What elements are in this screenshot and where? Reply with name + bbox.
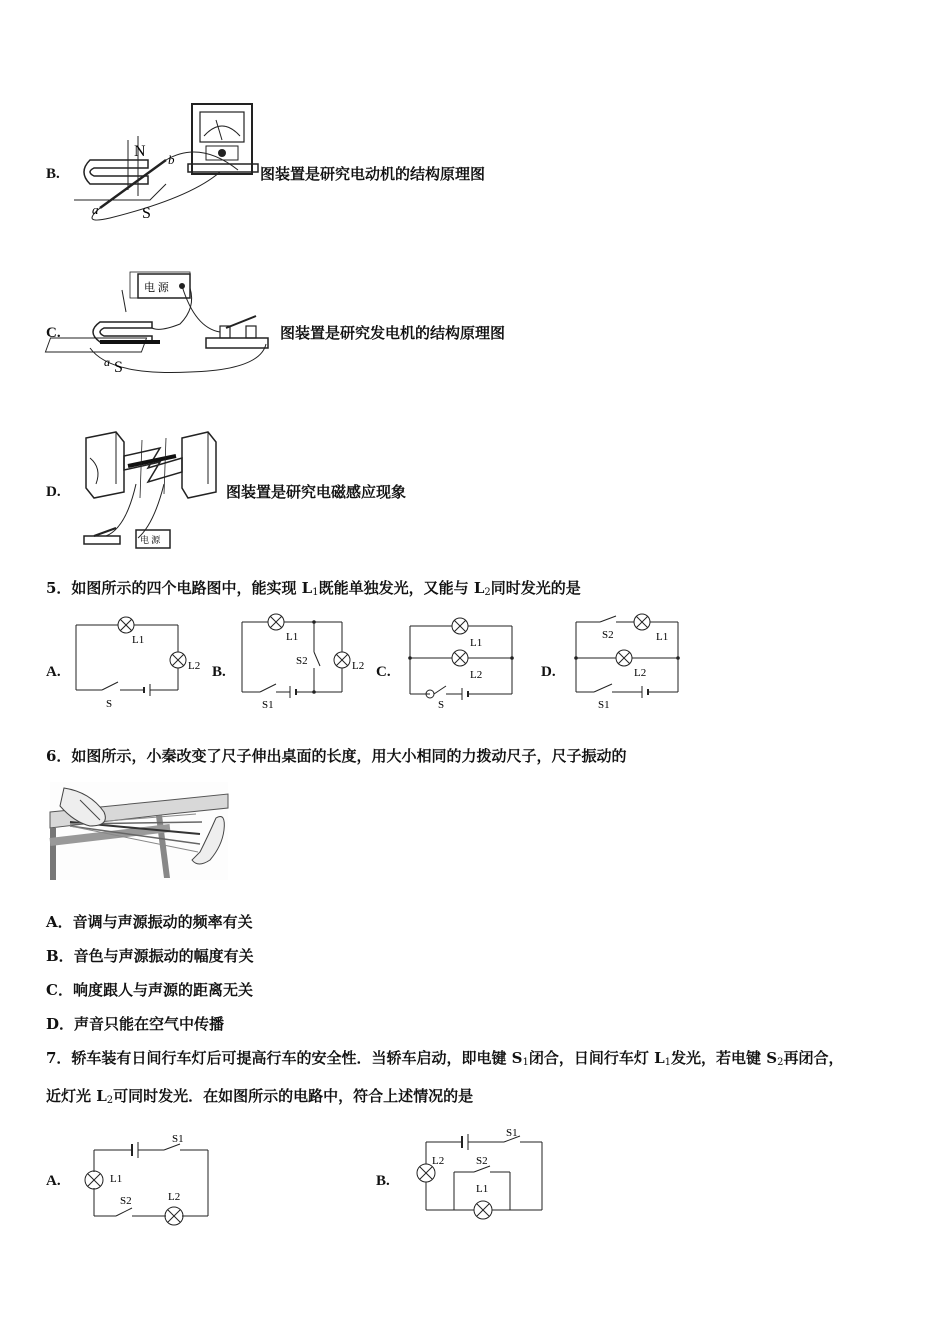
q7b-s2-text: S2 (476, 1155, 488, 1167)
a-l2-text: L2 (188, 660, 201, 672)
b-l1-text: L1 (286, 631, 299, 643)
wire-b-text: b (168, 152, 175, 167)
option-b-label: B. (46, 166, 60, 182)
option-d-text: 图装置是研究电磁感应现象 (226, 483, 407, 501)
q5-circuit-b (240, 612, 365, 712)
a-s-text: S (106, 698, 113, 710)
q7-circuit-b (410, 1122, 550, 1222)
option-c-label: C. (46, 325, 61, 341)
q5-option-a-label: A. (46, 664, 61, 680)
figure-ruler-vibration-photo (50, 782, 228, 880)
q7b-l1-text: L1 (476, 1183, 489, 1195)
b-l2-text: L2 (352, 660, 365, 672)
gen-pole-s-text: S (114, 359, 123, 376)
q7-option-b-label: B. (376, 1173, 390, 1189)
q6-choice-c[interactable]: C．响度跟人与声源的距离无关 (46, 981, 253, 999)
d-s2-text: S2 (602, 629, 614, 641)
d-l1-text: L1 (656, 631, 669, 643)
option-b-text: 图装置是研究电动机的结构原理图 (260, 165, 486, 183)
q7a-l2-text: L2 (168, 1191, 181, 1203)
q6-choice-b[interactable]: B．音色与声源振动的幅度有关 (46, 947, 254, 965)
q5-option-c-label: C. (376, 664, 391, 680)
gen-wire-a-text: a (104, 355, 110, 369)
b-s2-text: S2 (296, 655, 308, 667)
a-l1-text: L1 (132, 634, 145, 646)
wire-a-text: a (92, 202, 99, 217)
figure-generator-apparatus (70, 268, 280, 378)
d-s1-text: S1 (598, 699, 610, 711)
q7a-s1-text: S1 (172, 1133, 184, 1145)
q5-circuit-d (574, 612, 684, 712)
q5-option-b-label: B. (212, 664, 226, 680)
q6-choice-d[interactable]: D．声音只能在空气中传播 (46, 1015, 225, 1033)
c-l2-text: L2 (470, 669, 483, 681)
figure-induction-apparatus (76, 428, 226, 553)
q7-stem-line1: 7．轿车装有日间行车灯后可提高行车的安全性．当轿车启动，即电键 $S_1$闭合，日间行车灯 $L_1$发光，若电键 $S_2$再闭合， (46, 1049, 844, 1068)
q5-option-d-label: D. (541, 664, 556, 680)
c-s-text: S (438, 699, 445, 711)
q5-stem: 5．如图所示的四个电路图中，能实现 $L_1$既能单独发光，又能与 $L_2$同时发光的是 (46, 579, 581, 598)
q7b-l2-text: L2 (432, 1155, 445, 1167)
battery-text: 电 源 (144, 282, 169, 294)
q7-circuit-a (80, 1130, 215, 1230)
d-battery-text: 电 源 (140, 535, 161, 545)
pole-n-text: N (134, 143, 146, 160)
option-d-label: D. (46, 484, 61, 500)
option-c-text: 图装置是研究发电机的结构原理图 (280, 324, 506, 342)
q7b-s1-text: S1 (506, 1127, 518, 1139)
d-l2-text: L2 (634, 667, 647, 679)
q5-circuit-c (408, 616, 518, 711)
b-s1-text: S1 (262, 699, 274, 711)
figure-motor-apparatus (70, 100, 260, 225)
q6-choice-a[interactable]: A．音调与声源振动的频率有关 (46, 913, 253, 931)
q7a-s2-text: S2 (120, 1195, 132, 1207)
q7-option-a-label: A. (46, 1173, 61, 1189)
q7-stem-line2: 近灯光 $L_2$可同时发光．在如图所示的电路中，符合上述情况的是 (46, 1087, 474, 1106)
q7a-l1-text: L1 (110, 1173, 123, 1185)
q5-circuit-a (76, 615, 201, 710)
q6-stem: 6．如图所示，小秦改变了尺子伸出桌面的长度，用大小相同的力拨动尺子，尺子振动的 (46, 747, 627, 765)
c-l1-text: L1 (470, 637, 483, 649)
pole-s-text: S (142, 205, 151, 222)
